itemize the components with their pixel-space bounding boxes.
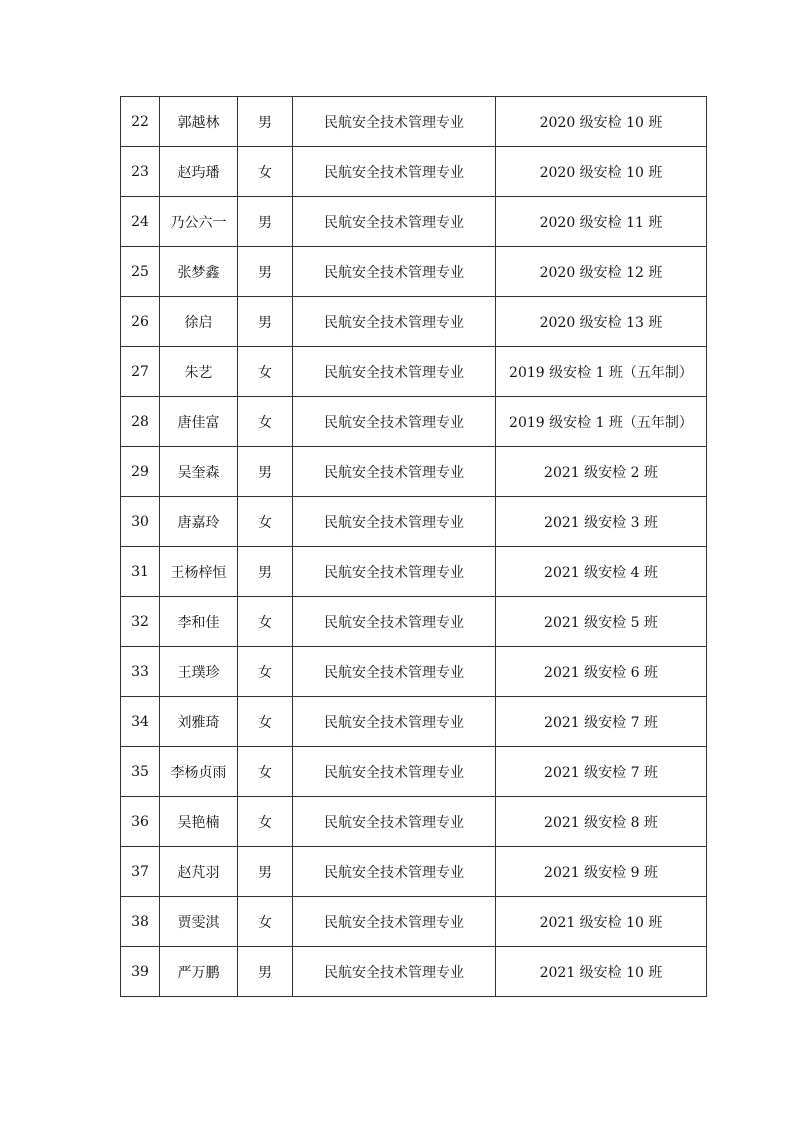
cell-class: 2019 级安检 1 班（五年制） (496, 397, 707, 447)
cell-number: 35 (121, 747, 160, 797)
cell-major: 民航安全技术管理专业 (293, 597, 496, 647)
cell-major: 民航安全技术管理专业 (293, 97, 496, 147)
cell-number: 32 (121, 597, 160, 647)
table-row (121, 747, 707, 797)
cell-gender: 女 (238, 747, 293, 797)
cell-gender: 男 (238, 447, 293, 497)
cell-class: 2021 级安检 2 班 (496, 447, 707, 497)
table-row (121, 97, 707, 147)
table-row (121, 197, 707, 247)
cell-name: 唐佳富 (160, 397, 238, 447)
table-row (121, 947, 707, 997)
cell-name: 吴奎森 (160, 447, 238, 497)
cell-class: 2020 级安检 10 班 (496, 147, 707, 197)
cell-class: 2020 级安检 10 班 (496, 97, 707, 147)
cell-number: 25 (121, 247, 160, 297)
cell-number: 39 (121, 947, 160, 997)
cell-major: 民航安全技术管理专业 (293, 447, 496, 497)
cell-major: 民航安全技术管理专业 (293, 847, 496, 897)
cell-class: 2020 级安检 12 班 (496, 247, 707, 297)
cell-class: 2021 级安检 7 班 (496, 747, 707, 797)
table-row (121, 797, 707, 847)
cell-gender: 女 (238, 497, 293, 547)
cell-gender: 女 (238, 697, 293, 747)
table-row (121, 547, 707, 597)
cell-gender: 女 (238, 347, 293, 397)
cell-major: 民航安全技术管理专业 (293, 197, 496, 247)
table-row (121, 697, 707, 747)
cell-number: 23 (121, 147, 160, 197)
cell-gender: 男 (238, 947, 293, 997)
cell-major: 民航安全技术管理专业 (293, 497, 496, 547)
cell-gender: 男 (238, 297, 293, 347)
cell-major: 民航安全技术管理专业 (293, 697, 496, 747)
cell-name: 赵玙璠 (160, 147, 238, 197)
cell-gender: 女 (238, 397, 293, 447)
cell-number: 36 (121, 797, 160, 847)
cell-major: 民航安全技术管理专业 (293, 247, 496, 297)
cell-gender: 男 (238, 547, 293, 597)
cell-major: 民航安全技术管理专业 (293, 297, 496, 347)
cell-gender: 女 (238, 797, 293, 847)
cell-major: 民航安全技术管理专业 (293, 797, 496, 847)
cell-number: 38 (121, 897, 160, 947)
table-row (121, 847, 707, 897)
cell-name: 徐启 (160, 297, 238, 347)
table-row (121, 647, 707, 697)
table-row (121, 447, 707, 497)
cell-class: 2021 级安检 10 班 (496, 947, 707, 997)
cell-class: 2021 级安检 5 班 (496, 597, 707, 647)
cell-major: 民航安全技术管理专业 (293, 347, 496, 397)
cell-number: 22 (121, 97, 160, 147)
cell-number: 30 (121, 497, 160, 547)
cell-class: 2021 级安检 8 班 (496, 797, 707, 847)
cell-major: 民航安全技术管理专业 (293, 747, 496, 797)
cell-name: 唐嘉玲 (160, 497, 238, 547)
cell-name: 吴艳楠 (160, 797, 238, 847)
cell-class: 2021 级安检 7 班 (496, 697, 707, 747)
cell-number: 34 (121, 697, 160, 747)
cell-class: 2021 级安检 10 班 (496, 897, 707, 947)
cell-class: 2021 级安检 4 班 (496, 547, 707, 597)
cell-major: 民航安全技术管理专业 (293, 647, 496, 697)
cell-gender: 男 (238, 247, 293, 297)
cell-name: 赵芃羽 (160, 847, 238, 897)
cell-name: 李杨贞雨 (160, 747, 238, 797)
roster-body (121, 97, 707, 997)
table-row (121, 247, 707, 297)
cell-name: 郭越林 (160, 97, 238, 147)
cell-gender: 女 (238, 647, 293, 697)
cell-number: 31 (121, 547, 160, 597)
cell-number: 28 (121, 397, 160, 447)
cell-gender: 男 (238, 847, 293, 897)
cell-major: 民航安全技术管理专业 (293, 547, 496, 597)
cell-class: 2021 级安检 6 班 (496, 647, 707, 697)
cell-name: 严万鹏 (160, 947, 238, 997)
cell-class: 2020 级安检 13 班 (496, 297, 707, 347)
cell-number: 29 (121, 447, 160, 497)
cell-name: 贾雯淇 (160, 897, 238, 947)
cell-name: 乃公六一 (160, 197, 238, 247)
table-row (121, 297, 707, 347)
cell-class: 2020 级安检 11 班 (496, 197, 707, 247)
cell-name: 王杨梓恒 (160, 547, 238, 597)
table-row (121, 897, 707, 947)
cell-gender: 女 (238, 597, 293, 647)
cell-name: 朱艺 (160, 347, 238, 397)
cell-gender: 女 (238, 147, 293, 197)
cell-major: 民航安全技术管理专业 (293, 397, 496, 447)
table-row (121, 497, 707, 547)
table-row (121, 597, 707, 647)
table-row (121, 397, 707, 447)
cell-major: 民航安全技术管理专业 (293, 147, 496, 197)
cell-name: 王璞珍 (160, 647, 238, 697)
cell-number: 26 (121, 297, 160, 347)
cell-name: 刘雅琦 (160, 697, 238, 747)
cell-gender: 男 (238, 197, 293, 247)
cell-class: 2019 级安检 1 班（五年制） (496, 347, 707, 397)
cell-number: 33 (121, 647, 160, 697)
cell-number: 24 (121, 197, 160, 247)
cell-name: 张梦鑫 (160, 247, 238, 297)
cell-class: 2021 级安检 9 班 (496, 847, 707, 897)
table-row (121, 347, 707, 397)
cell-major: 民航安全技术管理专业 (293, 947, 496, 997)
cell-class: 2021 级安检 3 班 (496, 497, 707, 547)
cell-gender: 女 (238, 897, 293, 947)
cell-number: 37 (121, 847, 160, 897)
cell-name: 李和佳 (160, 597, 238, 647)
cell-major: 民航安全技术管理专业 (293, 897, 496, 947)
roster-table (120, 96, 707, 997)
cell-gender: 男 (238, 97, 293, 147)
table-row (121, 147, 707, 197)
cell-number: 27 (121, 347, 160, 397)
